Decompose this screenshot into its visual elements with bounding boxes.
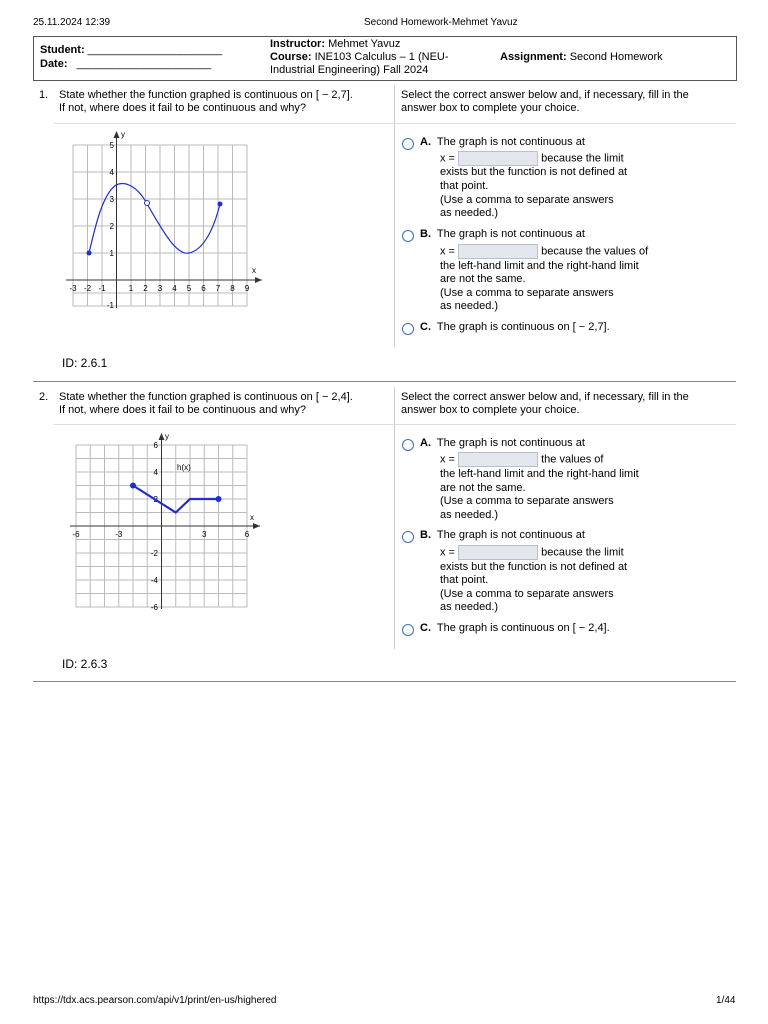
- q2-closed-point-left: [130, 483, 136, 489]
- course-label: Course:: [270, 51, 312, 63]
- assignment-label: Assignment:: [500, 51, 567, 63]
- q2-y-tick: 4: [153, 468, 158, 477]
- q1-option-b-answer-box[interactable]: [458, 244, 538, 259]
- q2-column-divider: [394, 387, 395, 649]
- q1-x-tick: -1: [98, 284, 106, 293]
- q1-option-b-line6: as needed.): [440, 300, 499, 312]
- q1-id: ID: 2.6.1: [62, 356, 108, 370]
- q2-option-b-answer-box[interactable]: [458, 545, 538, 560]
- q2-option-a-answer-box[interactable]: [458, 452, 538, 467]
- q1-option-a-letter: A.: [420, 136, 431, 148]
- q1-option-a-line4: that point.: [440, 180, 489, 192]
- q1-left-divider: [54, 123, 394, 124]
- q1-closed-point-left: [87, 251, 92, 256]
- q1-open-point: [145, 201, 150, 206]
- q2-y-tick: 6: [153, 441, 158, 450]
- q2-option-b-line6: as needed.): [440, 601, 499, 613]
- q2-option-a-line3: the left-hand limit and the right-hand limit: [440, 468, 639, 480]
- q1-option-b-text: The graph is not continuous at: [436, 228, 585, 240]
- q2-option-c-text: The graph is continuous on [ − 2,4].: [436, 622, 610, 634]
- q1-x-tick: 1: [128, 284, 134, 293]
- footer-url[interactable]: https://tdx.acs.pearson.com/api/v1/print/en-us/highered: [33, 995, 277, 1006]
- course-line1: INE103 Calculus – 1 (NEU-: [314, 51, 449, 63]
- q2-instruction-line1: Select the correct answer below and, if necessary, fill in the: [401, 391, 689, 403]
- student-blank: ______________________: [87, 44, 223, 56]
- q2-prompt-line2: If not, where does it fail to be continuous and why?: [59, 404, 307, 416]
- q2-y-axis-label: y: [165, 432, 169, 441]
- q2-y-tick: -4: [150, 576, 158, 585]
- q2-option-a-line4: are not the same.: [440, 482, 526, 494]
- q1-option-a-line3: exists but the function is not defined at: [440, 166, 628, 178]
- course-line2: Industrial Engineering) Fall 2024: [270, 64, 429, 76]
- q1-option-b-line5: (Use a comma to separate answers: [440, 287, 614, 299]
- q1-closed-point-right: [218, 202, 223, 207]
- assignment-info-box: [33, 36, 737, 81]
- q2-option-a-xeq: x =: [440, 453, 455, 466]
- q2-x-tick: 6: [244, 530, 250, 539]
- assignment-name: Second Homework: [569, 51, 663, 63]
- q2-option-c-letter: C.: [420, 622, 431, 634]
- student-row: [40, 44, 222, 56]
- q1-number: 1.: [39, 89, 49, 101]
- q2-closed-point-right: [216, 496, 222, 502]
- q2-option-b-text: The graph is not continuous at: [436, 529, 585, 541]
- q2-option-b-radio[interactable]: [402, 531, 414, 543]
- q2-option-a-line2: [440, 452, 603, 467]
- q2-y-tick: -2: [150, 549, 158, 558]
- q2-function-label: h(x): [177, 463, 191, 472]
- page-number: 1/44: [716, 995, 736, 1006]
- q1-prompt-line2: If not, where does it fail to be continuous and why?: [59, 102, 307, 114]
- q2-option-a-line1: [420, 437, 585, 451]
- q1-x-tick: 3: [157, 284, 163, 293]
- q1-option-c-letter: C.: [420, 321, 431, 333]
- q1-right-divider: [394, 123, 736, 124]
- q1-option-a-line5: (Use a comma to separate answers: [440, 194, 614, 206]
- q2-x-tick: -3: [115, 530, 123, 539]
- q2-option-a-radio[interactable]: [402, 439, 414, 451]
- q1-y-tick: 4: [109, 168, 114, 177]
- q1-option-a-line6: as needed.): [440, 207, 499, 219]
- q1-x-tick: 2: [143, 284, 148, 293]
- q2-option-b-line5: (Use a comma to separate answers: [440, 588, 614, 600]
- q2-axes: [70, 436, 260, 609]
- q1-option-a-answer-box[interactable]: [458, 151, 538, 166]
- q2-option-c-line1: [420, 622, 610, 636]
- q2-graph: [70, 430, 265, 612]
- print-datetime: 25.11.2024 12:39: [33, 17, 111, 28]
- instructor-name: Mehmet Yavuz: [328, 38, 401, 50]
- q1-x-tick-labels: [69, 284, 249, 293]
- q1-x-tick: 4: [172, 284, 177, 293]
- q1-option-b-line3: the left-hand limit and the right-hand limit: [440, 260, 639, 272]
- q1-x-tick: 9: [244, 284, 250, 293]
- q2-left-divider: [54, 424, 394, 425]
- q1-y-tick: 3: [109, 195, 114, 204]
- q1-option-b-line4: are not the same.: [440, 273, 526, 285]
- date-label: Date:: [40, 58, 68, 70]
- q1-x-tick: -2: [83, 284, 92, 293]
- q2-x-tick: 3: [202, 530, 207, 539]
- q1-column-divider: [394, 85, 395, 347]
- instructor-label: Instructor:: [270, 38, 325, 50]
- q2-instruction-line2: answer box to complete your choice.: [401, 404, 580, 416]
- q1-x-tick: 8: [230, 284, 235, 293]
- q2-prompt-line1: State whether the function graphed is continuous on [ − 2,4].: [59, 391, 353, 403]
- q1-y-tick: 2: [109, 222, 114, 231]
- q1-option-a-xeq: x =: [440, 152, 455, 165]
- q2-separator: [33, 681, 736, 682]
- q1-option-b-xeq: x =: [440, 245, 455, 258]
- q1-curve: [89, 184, 220, 254]
- q2-id: ID: 2.6.3: [62, 657, 108, 671]
- q2-option-b-after: because the limit: [541, 546, 624, 559]
- q2-option-a-text: The graph is not continuous at: [436, 437, 585, 449]
- q1-y-axis-label: y: [121, 130, 125, 139]
- instructor-row: [270, 38, 400, 51]
- q2-option-b-line1: [420, 529, 585, 543]
- q1-option-a-line1: [420, 136, 585, 150]
- date-row: [40, 58, 211, 70]
- course-row: [270, 51, 449, 77]
- date-blank: ______________________: [76, 58, 212, 70]
- q1-instruction-line1: Select the correct answer below and, if necessary, fill in the: [401, 89, 689, 101]
- q2-option-b-line4: that point.: [440, 574, 489, 586]
- q1-x-tick: 7: [215, 284, 221, 293]
- q1-y-tick: -1: [106, 301, 114, 310]
- q2-option-a-letter: A.: [420, 437, 431, 449]
- q1-x-tick: 5: [186, 284, 192, 293]
- q2-option-a-line6: as needed.): [440, 509, 499, 521]
- q1-y-tick: 1: [109, 249, 114, 258]
- assignment-row: [500, 51, 663, 64]
- q2-x-tick: -6: [72, 530, 80, 539]
- q2-option-b-line2: [440, 545, 624, 560]
- q1-x-axis-label: x: [252, 266, 256, 275]
- q1-option-b-radio[interactable]: [402, 230, 414, 242]
- q1-option-b-line2: [440, 244, 648, 259]
- page-title: Second Homework-Mehmet Yavuz: [364, 17, 518, 28]
- q1-option-b-letter: B.: [420, 228, 431, 240]
- q1-x-tick: 6: [201, 284, 206, 293]
- q1-option-b-after: because the values of: [541, 245, 649, 258]
- q2-y-tick: -6: [150, 603, 158, 612]
- q1-option-a-radio[interactable]: [402, 138, 414, 150]
- q2-option-c-radio[interactable]: [402, 624, 414, 636]
- q2-y-tick: 2: [153, 495, 158, 504]
- q1-x-arrow: [255, 277, 262, 283]
- q1-x-tick: -3: [69, 284, 77, 293]
- q1-option-c-text: The graph is continuous on [ − 2,7].: [436, 321, 610, 333]
- q1-option-b-line1: [420, 228, 585, 242]
- q1-option-c-radio[interactable]: [402, 323, 414, 335]
- q1-y-arrow: [114, 131, 120, 138]
- q2-option-a-after: the values of: [541, 453, 604, 466]
- q2-option-a-line5: (Use a comma to separate answers: [440, 495, 614, 507]
- q1-prompt-line1: State whether the function graphed is continuous on [ − 2,7].: [59, 89, 353, 101]
- q2-option-b-xeq: x =: [440, 546, 455, 559]
- q2-y-arrow: [159, 433, 165, 440]
- q1-option-a-line2: [440, 151, 624, 166]
- student-label: Student:: [40, 44, 85, 56]
- q1-option-a-text: The graph is not continuous at: [436, 136, 585, 148]
- q1-instruction-line2: answer box to complete your choice.: [401, 102, 580, 114]
- q2-number: 2.: [39, 391, 49, 403]
- q2-x-axis-label: x: [250, 513, 254, 522]
- q1-graph: [66, 128, 271, 313]
- q1-y-tick: 5: [109, 141, 114, 150]
- q2-option-b-line3: exists but the function is not defined at: [440, 561, 628, 573]
- q1-separator: [33, 381, 736, 382]
- q2-right-divider: [394, 424, 736, 425]
- q2-option-b-letter: B.: [420, 529, 431, 541]
- q1-option-a-after: because the limit: [541, 152, 624, 165]
- q2-x-arrow: [253, 523, 260, 529]
- q1-option-c-line1: [420, 321, 610, 335]
